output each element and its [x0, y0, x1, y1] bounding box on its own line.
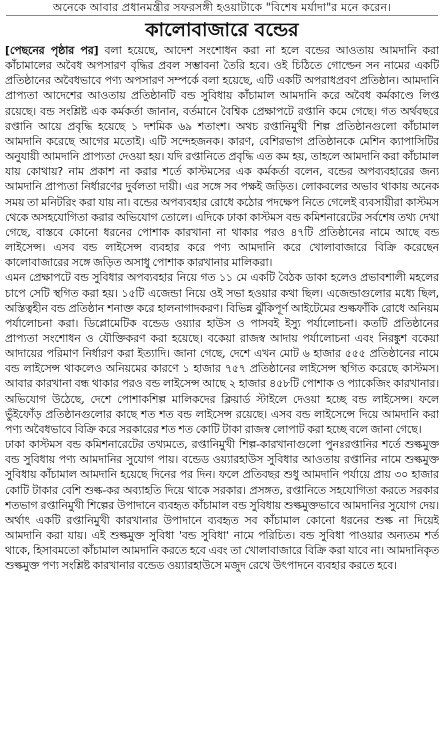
article-paragraph: এমন প্রেক্ষাপটে বন্ড সুবিধার অপব্যবহার নিয়ে গত ১১ মে একটি বৈঠক ডাকা হলেও প্রভাবশালী মহলের চাপে সেটি স্থগিত করা হয়। ১৫টি এজেন্ডা নিয়ে ওই সভা হওয়ার কথা ছিল। এজেন্ডাগুলোর মধ্যে ছিল, অস্তিত্বহীন বন্ড প্রতিষ্ঠান শনাক্ত করে হালনাগাদকরণ। বিভিন্ন ঝুঁকিপূর্ণ আইটেমের শুল্কফাঁকি রোধে অনিয়ম পর্যালোচনা করা। ডিপ্লোমেটিক বন্ডেড ওয়্যার হাউস ও পাসবই ইস্যু পর্যালোচনা। কতটি প্রতিষ্ঠানের প্রাপ্যতা সংশোধন ও যৌক্তিকরণ করা হয়েছে। বকেয়া রাজস্ব আদায় পর্যালোচনা এবং নিরঙ্কুশ বকেয়া আদায়ের পরিমাণ নির্ধারণ করা ইত্যাদি। জানা গেছে, দেশে এখন মোট ৬ হাজার ৫৫৫ প্রতিষ্ঠানের নামে বন্ড লাইসেন্স থাকলেও অনিয়মের কারণে ১ হাজার ৭৫৭ প্রতিষ্ঠানের লাইসেন্স স্থগিত করেছে কাস্টমস। আবার কারখানা বন্ধ থাকার পরও বন্ড লাইসেন্স আছে ২ হাজার ৪৫৮টি পোশাক ও প্যাকেজিং কারখানার। অভিযোগ উঠেছে, দেশে পোশাকশিল্প মালিকদের ক্লিয়ার্ড স্টাইলে দেওয়া হচ্ছে বন্ড লাইসেন্স। ফলে ভুঁইফোঁড় প্রতিষ্ঠানগুলোর কাছে শত শত বন্ড লাইসেন্স রয়েছে। এসব বন্ড লাইসেন্সে দিয়ে আমদানি করা পণ্য অবৈধভাবে বিক্রি করে সরকারের শত শত কোটি টাকা রাজস্ব লোপাট করা হচ্ছে বলে জানা গেছে।: [5, 271, 439, 436]
article-paragraph: [5, 43, 439, 270]
continued-from-tag: [পেছনের পৃষ্ঠার পর]: [5, 44, 99, 57]
article-headline: কালোবাজারে বন্ডের: [145, 19, 299, 41]
headline-divider: [6, 15, 438, 16]
previous-article-tail: অনেকে আবার প্রধানমন্ত্রীর সফরসঙ্গী হওয়াটাকে "বিশেষ মর্যাদা"র মনে করেন।: [52, 1, 392, 14]
article-body: [5, 43, 439, 727]
paragraph-text: বলা হয়েছে, আদেশ সংশোধন করা না হলে বন্ডের আওতায় আমদানি করা কাঁচামালের অবৈধ অপসারণ বৃদ্ধির প্রবল সম্ভাবনা তৈরি হবে। ওই চিঠিতে গোল্ডেন সন নামের একটি প্রতিষ্ঠানের অবৈধভাবে পণ্য অপসারণ সম্পর্কে বলা হয়েছে, এটি একটি অপরাধপ্রবণ প্রতিষ্ঠান। আমদানি প্রাপ্যতা আদেশের আওতায় প্রতিষ্ঠানটি বন্ড সুবিধায় কাঁচামাল আমদানি করে অবৈধ কর্মকাণ্ডে লিপ্ত রয়েছে। বন্ড সংশ্লিষ্ট এক কর্মকর্তা জানান, বর্তমানে বৈশ্বিক প্রেক্ষাপটে রপ্তানি কমে গেছে। গত অর্থবছরে রপ্তানি আয়ে প্রবৃদ্ধি হয়েছে ১ দশমিক ৬৯ শতাংশ। অথচ রপ্তানিমুখী শিল্প প্রতিষ্ঠানগুলো কাঁচামাল আমদানি করেছে আগের মতোই। এটি সন্দেহজনক। কারণ, বেশিরভাগ প্রতিষ্ঠানকে মেশিন ক্যাপাসিটির অনুযায়ী আমদানি প্রাপ্যতা দেওয়া হয়। যদি রপ্তানিতে প্রবৃদ্ধি এত কম হয়, তাহলে আমদানি করা কাঁচামাল যায় কোথায়? নাম প্রকাশ না করার শর্তে কাস্টমসের এক কর্মকর্তা বলেন, বন্ডের অপব্যবহারের জন্য আমদানি প্রাপ্যতা নির্ধারণের দুর্বলতা দায়ী। এর সঙ্গে সব পক্ষই জড়িত। লোকবলের অভাব থাকায় অনেক সময় তা মনিটরিং করা যায় না। বন্ডের অপব্যবহার রোধে কঠোর পদক্ষেপ নিতে গেলেই ব্যবসায়ীরা কাস্টমস থেকে অসহযোগিতা করার অভিযোগ তোলে। এদিকে ঢাকা কাস্টমস বন্ড কমিশনারেটের সর্বশেষ তথ্য দেখা গেছে, বাস্তবে কোনো ধরনের পোশাক কারখানা না থাকার পরও ৪৭টি প্রতিষ্ঠানের নামে আছে বন্ড লাইসেন্স। এসব বন্ড লাইসেন্স ব্যবহার করে পণ্য আমদানি করে খোলাবাজারে বিক্রি করেছেন কালোবাজারের সঙ্গে জড়িত অসাধু পোশাক কারখানার মালিকরা।: [5, 44, 439, 270]
article-paragraph: ঢাকা কাস্টমস বন্ড কমিশনারেটের তথ্যমতে, রপ্তানিমুখী শিল্প-কারখানাগুলো পুনঃরপ্তানির শর্তে শুল্কমুক্ত বন্ড সুবিধায় পণ্য আমদানির সুযোগ পায়। বন্ডেড ওয়্যারহাউস সুবিধার আওতায় রপ্তানির নামে শুল্কমুক্ত সুবিধায় কাঁচামাল আমদানি হয়েছে দিনের পর দিন। ফলে প্রতিবছর শুধু আমদানি পর্যায়ে প্রায় ৩০ হাজার কোটি টাকার বেশি শুল্ক-কর অব্যাহতি দিয়ে থাকে সরকার। প্রসঙ্গত, রপ্তানিতে সহযোগিতা করতে সরকার শতভাগ রপ্তানিমুখী শিল্পের উপাদানে ব্যবহৃত কাঁচামাল বন্ড সুবিধায় শুল্কমুক্তভাবে আমদানির সুযোগ দেয়। অর্থাৎ একটি রপ্তানিমুখী কারখানার উপাদানে ব্যবহৃত সব কাঁচামাল কোনো ধরনের শুল্ক না দিয়েই আমদানি করা যায়। এই শুল্কমুক্ত সুবিধা 'বন্ড সুবিধা' নামে পরিচিত। বন্ড সুবিধা পাওয়ার অন্যতম শর্ত থাকে, হিসাবমতো কাঁচামাল আমদানি করতে হবে এবং তা খোলাবাজারে বিক্রি করা যাবে না। আমদানিকৃত শুল্কমুক্ত পণ্য সংশ্লিষ্ট কারখানার বন্ডেড ওয়্যারহাউসে মজুদ রেখে উৎপাদনে ব্যবহার করতে হবে।: [5, 438, 439, 573]
